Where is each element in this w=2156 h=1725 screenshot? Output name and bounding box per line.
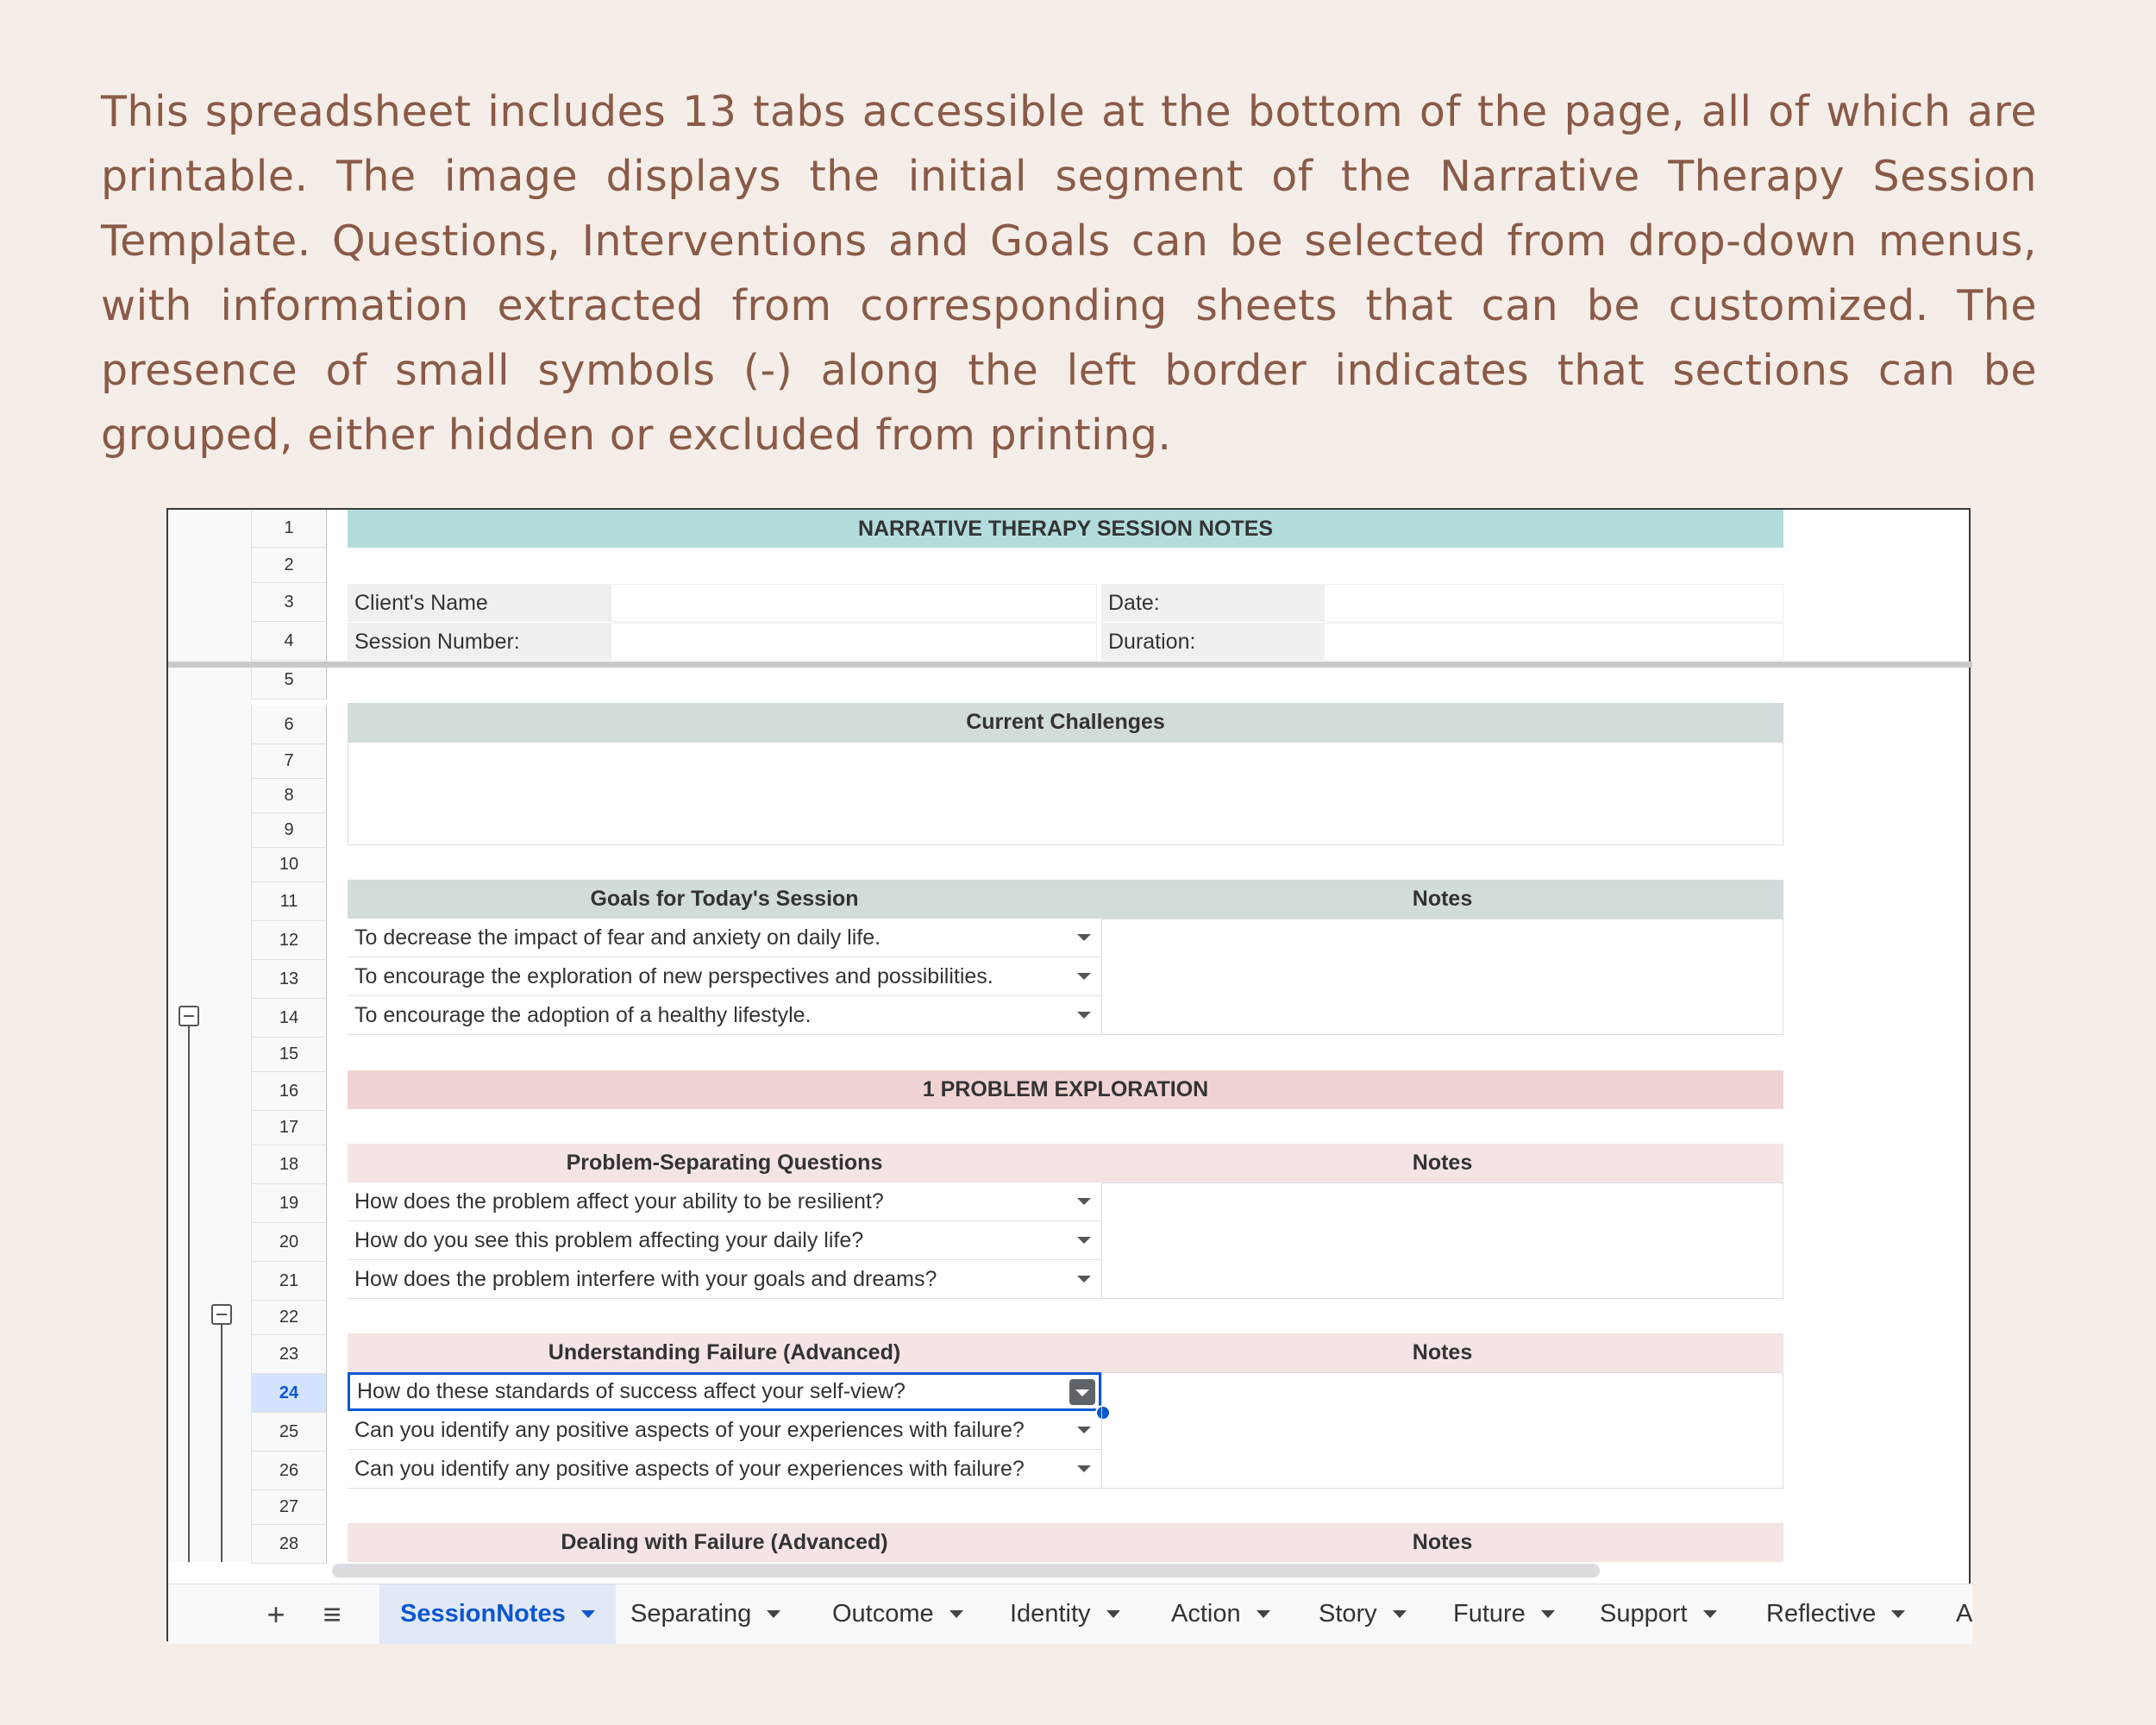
tab-menu-caret-icon[interactable]: [1393, 1610, 1407, 1618]
failure-text-1: How do these standards of success affect your self-view?: [357, 1379, 906, 1403]
tab-label: Separating: [630, 1600, 752, 1628]
row-number[interactable]: 20: [251, 1223, 327, 1262]
row-number[interactable]: 17: [251, 1111, 327, 1145]
failure-header[interactable]: Understanding Failure (Advanced): [348, 1333, 1101, 1372]
tab-label: Outcome: [832, 1600, 934, 1628]
tab-label: Future: [1453, 1600, 1526, 1628]
dropdown-arrow-icon[interactable]: [1077, 973, 1091, 980]
dropdown-arrow-icon[interactable]: [1077, 1012, 1091, 1019]
row-number[interactable]: 6: [251, 706, 327, 744]
row-number[interactable]: 2: [251, 548, 327, 583]
horizontal-scrollbar[interactable]: [332, 1564, 1600, 1578]
problem-exploration-header[interactable]: 1 PROBLEM EXPLORATION: [348, 1070, 1783, 1109]
row-number[interactable]: 12: [251, 921, 327, 960]
tab-label: Action: [1171, 1600, 1241, 1628]
duration-label[interactable]: Duration:: [1101, 623, 1324, 661]
tab-menu-caret-icon[interactable]: [767, 1610, 780, 1618]
separating-text-3: How does the problem interfere with your goals and dreams?: [354, 1266, 937, 1291]
row-number[interactable]: 15: [251, 1038, 327, 1072]
tab-label: Support: [1600, 1600, 1688, 1628]
tab-menu-caret-icon[interactable]: [1891, 1610, 1905, 1618]
dealing-header[interactable]: Dealing with Failure (Advanced): [348, 1523, 1101, 1562]
goal-text-2: To encourage the exploration of new perspectives and possibilities.: [354, 963, 993, 988]
tab-menu-caret-icon[interactable]: [950, 1610, 963, 1618]
tab-label: A: [1956, 1600, 1973, 1628]
separating-dropdown-3[interactable]: [348, 1260, 1101, 1299]
failure-dropdown-1[interactable]: [348, 1372, 1101, 1411]
tab-action[interactable]: [1171, 1584, 1270, 1644]
duration-field[interactable]: [1324, 623, 1783, 661]
row-number[interactable]: 23: [251, 1335, 327, 1374]
tab-future[interactable]: [1453, 1584, 1555, 1644]
tab-menu-caret-icon[interactable]: [1541, 1610, 1555, 1618]
tab-menu-caret-icon[interactable]: [1106, 1610, 1120, 1618]
tab-story[interactable]: [1319, 1584, 1407, 1644]
separating-questions-header[interactable]: Problem-Separating Questions: [348, 1144, 1101, 1182]
dropdown-arrow-icon[interactable]: [1077, 1427, 1091, 1433]
dropdown-arrow-icon[interactable]: [1077, 1465, 1091, 1472]
add-sheet-button[interactable]: [254, 1584, 298, 1644]
separating-notes-field[interactable]: [1101, 1182, 1783, 1299]
row-number[interactable]: 10: [251, 848, 327, 882]
frozen-rows-divider[interactable]: [168, 662, 1972, 668]
row-number[interactable]: 16: [251, 1072, 327, 1111]
all-sheets-button[interactable]: [310, 1584, 354, 1644]
row-number[interactable]: 8: [251, 779, 327, 813]
goal-text-1: To decrease the impact of fear and anxiety on daily life.: [354, 925, 881, 950]
failure-dropdown-3[interactable]: [348, 1450, 1101, 1489]
row-number[interactable]: 11: [251, 882, 327, 921]
failure-notes-header[interactable]: Notes: [1101, 1333, 1783, 1372]
goal-dropdown-1[interactable]: [348, 919, 1101, 957]
current-challenges-field[interactable]: [348, 742, 1783, 845]
tab-separating[interactable]: [630, 1584, 780, 1644]
separating-notes-header[interactable]: Notes: [1101, 1144, 1783, 1182]
dropdown-button-icon[interactable]: [1069, 1379, 1095, 1405]
row-number[interactable]: 27: [251, 1490, 327, 1525]
sheet-title[interactable]: NARRATIVE THERAPY SESSION NOTES: [348, 510, 1783, 548]
goals-header[interactable]: Goals for Today's Session: [348, 880, 1101, 919]
dropdown-arrow-icon[interactable]: [1077, 1276, 1091, 1283]
tab-label: Story: [1319, 1600, 1377, 1628]
menu-icon: ≡: [323, 1596, 342, 1632]
row-number[interactable]: 3: [251, 583, 327, 622]
dropdown-arrow-icon[interactable]: [1077, 1198, 1091, 1205]
row-number[interactable]: 5: [251, 661, 327, 699]
tab-truncated[interactable]: [1956, 1584, 1972, 1644]
row-number[interactable]: 9: [251, 813, 327, 848]
group-line-2: [221, 1325, 222, 1562]
failure-dropdown-2[interactable]: [348, 1411, 1101, 1450]
tab-outcome[interactable]: [832, 1584, 963, 1644]
row-number[interactable]: 1: [251, 510, 327, 548]
goals-notes-header[interactable]: Notes: [1101, 880, 1783, 919]
sheet-tab-bar: [168, 1584, 1972, 1644]
dropdown-arrow-icon[interactable]: [1077, 934, 1091, 941]
row-number[interactable]: 21: [251, 1262, 327, 1301]
goals-notes-field[interactable]: [1101, 919, 1783, 1035]
tab-label: SessionNotes: [400, 1600, 566, 1628]
row-number[interactable]: 22: [251, 1301, 327, 1335]
separating-text-1: How does the problem affect your ability to be resilient?: [354, 1189, 884, 1214]
current-challenges-header[interactable]: Current Challenges: [348, 703, 1783, 742]
client-name-label[interactable]: Client's Name: [348, 584, 611, 622]
row-number[interactable]: 7: [251, 744, 327, 779]
row-number[interactable]: 24: [251, 1374, 327, 1413]
group-collapse-icon[interactable]: [179, 1006, 199, 1026]
goal-text-3: To encourage the adoption of a healthy lifestyle.: [354, 1002, 812, 1027]
row-number[interactable]: 14: [251, 999, 327, 1038]
row-number[interactable]: 25: [251, 1413, 327, 1452]
failure-text-3: Can you identify any positive aspects of your experiences with failure?: [354, 1456, 1025, 1481]
tab-menu-caret-icon[interactable]: [1703, 1610, 1717, 1618]
date-field[interactable]: [1324, 584, 1783, 622]
group-collapse-icon-2[interactable]: [211, 1304, 232, 1325]
date-label[interactable]: Date:: [1101, 584, 1324, 622]
dealing-notes-header[interactable]: Notes: [1101, 1523, 1783, 1562]
session-number-field[interactable]: [611, 623, 1097, 661]
tab-reflective[interactable]: [1766, 1584, 1905, 1644]
failure-text-2: Can you identify any positive aspects of your experiences with failure?: [354, 1417, 1025, 1442]
tab-menu-caret-icon[interactable]: [1257, 1610, 1270, 1618]
tab-label: Reflective: [1766, 1600, 1877, 1628]
spreadsheet: [166, 508, 1971, 1641]
row-number[interactable]: 28: [251, 1525, 327, 1564]
dropdown-arrow-icon[interactable]: [1077, 1237, 1091, 1244]
tab-support[interactable]: [1600, 1584, 1717, 1644]
row-number[interactable]: 13: [251, 960, 327, 999]
failure-notes-field[interactable]: [1101, 1372, 1783, 1489]
plus-icon: +: [266, 1596, 285, 1632]
tab-label: Identity: [1010, 1600, 1091, 1628]
row-number[interactable]: 4: [251, 622, 327, 661]
row-number[interactable]: 19: [251, 1184, 327, 1223]
separating-dropdown-1[interactable]: [348, 1182, 1101, 1221]
tab-identity[interactable]: [1010, 1584, 1120, 1644]
row-number[interactable]: 18: [251, 1145, 327, 1184]
group-line: [188, 1026, 190, 1562]
separating-dropdown-2[interactable]: [348, 1221, 1101, 1260]
session-number-label[interactable]: Session Number:: [348, 623, 611, 661]
tab-sessionnotes[interactable]: [379, 1584, 616, 1644]
row-number[interactable]: 26: [251, 1452, 327, 1490]
tab-menu-caret-icon[interactable]: [581, 1610, 595, 1618]
goal-dropdown-2[interactable]: [348, 957, 1101, 996]
client-name-field[interactable]: [611, 584, 1097, 622]
goal-dropdown-3[interactable]: [348, 996, 1101, 1035]
group-gutter: [168, 510, 251, 1562]
separating-text-2: How do you see this problem affecting your daily life?: [354, 1227, 864, 1252]
intro-paragraph: This spreadsheet includes 13 tabs accessible at the bottom of the page, all of which are printable. The image displays the initial segment of the Narrative Therapy Session Template. Questions, Interventions and Goals can be selected from drop-down menus, with information extracted from corresponding sheets that can be customized. The presence of small symbols (-) along the left border indicates that sections can be grouped, either hidden or excluded from printing.: [101, 87, 2037, 460]
